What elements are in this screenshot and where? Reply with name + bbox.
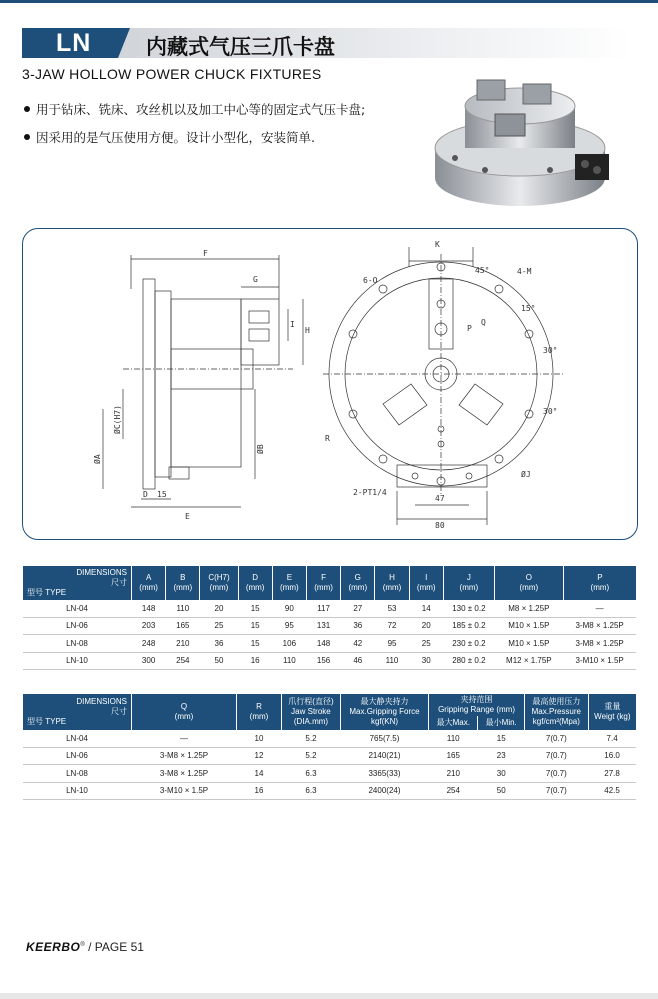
model-cell: LN-08 bbox=[23, 635, 132, 653]
feature-item: 用于钻床、铣床、攻丝机以及加工中心等的固定式气压卡盘; bbox=[22, 100, 365, 118]
table-cell: 156 bbox=[306, 652, 340, 670]
model-cell: LN-10 bbox=[23, 782, 132, 800]
type-header: DIMENSIONS 尺寸 型号 TYPE bbox=[23, 694, 132, 730]
series-code: LN bbox=[56, 29, 92, 57]
table-cell: 15 bbox=[238, 600, 272, 617]
dimensions-table bbox=[22, 566, 636, 670]
dim-b: ØB bbox=[256, 444, 265, 454]
table-cell: 15 bbox=[238, 617, 272, 635]
dim-c: ØC(H7) bbox=[113, 405, 122, 434]
col-i: I (mm) bbox=[409, 566, 443, 600]
col-o: O (mm) bbox=[494, 566, 563, 600]
angle-15: 15° bbox=[521, 304, 536, 313]
col-stroke: 爪行程(直径) Jaw Stroke (DIA.mm) bbox=[282, 694, 341, 730]
table-cell: — bbox=[563, 600, 636, 617]
col-c: C(H7) (mm) bbox=[200, 566, 238, 600]
dim-80: 80 bbox=[435, 521, 445, 530]
model-cell: LN-08 bbox=[23, 765, 132, 783]
table-cell: 25 bbox=[200, 617, 238, 635]
table-cell: 110 bbox=[166, 600, 200, 617]
table-cell: 300 bbox=[132, 652, 166, 670]
col-a: A (mm) bbox=[132, 566, 166, 600]
col-h: H (mm) bbox=[375, 566, 409, 600]
table-cell: 53 bbox=[375, 600, 409, 617]
table-cell: 3-M10 × 1.5P bbox=[132, 782, 237, 800]
table-cell: 14 bbox=[237, 765, 282, 783]
table-cell: 10 bbox=[237, 730, 282, 747]
trademark-mark: ® bbox=[80, 942, 85, 948]
table-row bbox=[23, 617, 637, 635]
table-cell: 5.2 bbox=[282, 747, 341, 765]
col-range: 夹持范围 Gripping Range (mm) bbox=[429, 694, 525, 716]
table-cell: 110 bbox=[375, 652, 409, 670]
table-cell: 2400(24) bbox=[340, 782, 428, 800]
col-r: R (mm) bbox=[237, 694, 282, 730]
table-cell: 110 bbox=[429, 730, 478, 747]
table-cell: 36 bbox=[200, 635, 238, 653]
table-cell: 95 bbox=[272, 617, 306, 635]
col-force: 最大静夹持力 Max.Gripping Force kgf(KN) bbox=[340, 694, 428, 730]
feature-list bbox=[22, 100, 365, 156]
table-cell: 46 bbox=[341, 652, 375, 670]
side-view bbox=[103, 255, 303, 507]
table-cell: 110 bbox=[272, 652, 306, 670]
table-cell: 248 bbox=[132, 635, 166, 653]
col-range-max: 最大Max. bbox=[429, 716, 478, 730]
table-cell: 3-M8 × 1.25P bbox=[563, 617, 636, 635]
table-cell: — bbox=[132, 730, 237, 747]
dim-j: ØJ bbox=[521, 470, 531, 479]
dim-47: 47 bbox=[435, 494, 445, 503]
table-row bbox=[23, 652, 637, 670]
table-cell: 15 bbox=[478, 730, 525, 747]
table-row bbox=[23, 635, 637, 653]
table-cell: 2140(21) bbox=[340, 747, 428, 765]
dim-p: P bbox=[467, 324, 472, 333]
model-cell: LN-10 bbox=[23, 652, 132, 670]
dim-q: Q bbox=[481, 318, 486, 327]
angle-45: 45° bbox=[475, 266, 490, 275]
col-j: J (mm) bbox=[443, 566, 494, 600]
table-cell: 106 bbox=[272, 635, 306, 653]
dim-i: I bbox=[290, 320, 295, 329]
table-cell: 7(0.7) bbox=[525, 765, 589, 783]
table-cell: 27.8 bbox=[588, 765, 636, 783]
table-cell: 3-M10 × 1.5P bbox=[563, 652, 636, 670]
table-cell: 117 bbox=[306, 600, 340, 617]
dim-d: D bbox=[143, 490, 148, 499]
table-cell: 23 bbox=[478, 747, 525, 765]
dimensions-table-body bbox=[23, 600, 637, 670]
table-cell: 7(0.7) bbox=[525, 730, 589, 747]
angle-30-b: 30° bbox=[543, 407, 558, 416]
table-cell: 254 bbox=[166, 652, 200, 670]
table-cell: 3-M8 × 1.25P bbox=[132, 765, 237, 783]
table-cell: 20 bbox=[200, 600, 238, 617]
table-cell: 131 bbox=[306, 617, 340, 635]
table-row bbox=[23, 730, 637, 747]
page-title-cn: 内藏式气压三爪卡盘 bbox=[146, 35, 335, 59]
type-header: DIMENSIONS 尺寸 型号 TYPE bbox=[23, 566, 132, 600]
dim-4m: 4-M bbox=[517, 267, 532, 276]
col-q: Q (mm) bbox=[132, 694, 237, 730]
dim-g: G bbox=[253, 275, 258, 284]
model-cell: LN-04 bbox=[23, 600, 132, 617]
page-title-en: 3-JAW HOLLOW POWER CHUCK FIXTURES bbox=[22, 66, 322, 82]
col-b: B (mm) bbox=[166, 566, 200, 600]
table-cell: 16 bbox=[237, 782, 282, 800]
table-cell: 12 bbox=[237, 747, 282, 765]
front-view bbox=[323, 247, 563, 525]
feature-item: 因采用的是气压使用方便。设计小型化，安装简单. bbox=[22, 128, 365, 146]
table-row bbox=[23, 600, 637, 617]
table-cell: 16 bbox=[238, 652, 272, 670]
col-weight: 重量 Weigt (kg) bbox=[588, 694, 636, 730]
table-cell: 3365(33) bbox=[340, 765, 428, 783]
dim-15: 15 bbox=[157, 490, 167, 499]
table-cell: 6.3 bbox=[282, 782, 341, 800]
table-cell: 210 bbox=[166, 635, 200, 653]
table-cell: 50 bbox=[200, 652, 238, 670]
dim-k: K bbox=[435, 240, 440, 249]
table-cell: M10 × 1.5P bbox=[494, 617, 563, 635]
table-cell: 210 bbox=[429, 765, 478, 783]
table-cell: 230 ± 0.2 bbox=[443, 635, 494, 653]
table-cell: 148 bbox=[306, 635, 340, 653]
model-cell: LN-06 bbox=[23, 747, 132, 765]
table-cell: 15 bbox=[238, 635, 272, 653]
side-view-labels bbox=[92, 249, 310, 521]
table-cell: M10 × 1.5P bbox=[494, 635, 563, 653]
top-rule bbox=[0, 0, 658, 3]
table-cell: 765(7.5) bbox=[340, 730, 428, 747]
bottom-band bbox=[0, 993, 658, 999]
table-cell: 5.2 bbox=[282, 730, 341, 747]
table-cell: 16.0 bbox=[588, 747, 636, 765]
table-cell: 3-M8 × 1.25P bbox=[132, 747, 237, 765]
table-cell: 7.4 bbox=[588, 730, 636, 747]
table-cell: 42 bbox=[341, 635, 375, 653]
col-pressure: 最高使用压力 Max.Pressure kgf/cm²(Mpa) bbox=[525, 694, 589, 730]
table-row bbox=[23, 747, 637, 765]
table-cell: 130 ± 0.2 bbox=[443, 600, 494, 617]
angle-30-a: 30° bbox=[543, 346, 558, 355]
table-cell: 14 bbox=[409, 600, 443, 617]
col-e: E (mm) bbox=[272, 566, 306, 600]
table-cell: M8 × 1.25P bbox=[494, 600, 563, 617]
table-cell: 148 bbox=[132, 600, 166, 617]
dim-r: R bbox=[325, 434, 330, 443]
col-p: P (mm) bbox=[563, 566, 636, 600]
table-cell: 254 bbox=[429, 782, 478, 800]
dim-f: F bbox=[203, 249, 208, 258]
table-cell: 185 ± 0.2 bbox=[443, 617, 494, 635]
product-photo bbox=[425, 66, 625, 216]
table-row bbox=[23, 765, 637, 783]
table-cell: 72 bbox=[375, 617, 409, 635]
table-cell: 95 bbox=[375, 635, 409, 653]
series-code-badge bbox=[22, 28, 130, 58]
table-cell: 90 bbox=[272, 600, 306, 617]
brand-logo: KEERBO bbox=[26, 940, 81, 954]
page-footer bbox=[26, 940, 144, 954]
table-cell: 6.3 bbox=[282, 765, 341, 783]
col-f: F (mm) bbox=[306, 566, 340, 600]
table-cell: 7(0.7) bbox=[525, 782, 589, 800]
model-cell: LN-04 bbox=[23, 730, 132, 747]
model-cell: LN-06 bbox=[23, 617, 132, 635]
table-cell: 30 bbox=[478, 765, 525, 783]
table-cell: 280 ± 0.2 bbox=[443, 652, 494, 670]
page-number: / PAGE 51 bbox=[88, 940, 144, 954]
performance-table-body bbox=[23, 730, 637, 800]
table-row bbox=[23, 782, 637, 800]
table-cell: 203 bbox=[132, 617, 166, 635]
dim-h: H bbox=[305, 326, 310, 335]
bullet-icon bbox=[24, 134, 30, 140]
table-cell: 165 bbox=[429, 747, 478, 765]
table-cell: 30 bbox=[409, 652, 443, 670]
table-cell: 7(0.7) bbox=[525, 747, 589, 765]
dim-pt: 2-PT1/4 bbox=[353, 488, 387, 497]
dim-6o: 6-O bbox=[363, 276, 378, 285]
table-cell: 50 bbox=[478, 782, 525, 800]
table-cell: M12 × 1.75P bbox=[494, 652, 563, 670]
table-cell: 42.5 bbox=[588, 782, 636, 800]
table-cell: 25 bbox=[409, 635, 443, 653]
col-d: D (mm) bbox=[238, 566, 272, 600]
col-range-min: 最小Min. bbox=[478, 716, 525, 730]
table-cell: 27 bbox=[341, 600, 375, 617]
technical-drawing bbox=[22, 228, 638, 540]
performance-table bbox=[22, 694, 636, 800]
table-cell: 36 bbox=[341, 617, 375, 635]
table-cell: 3-M8 × 1.25P bbox=[563, 635, 636, 653]
bullet-icon bbox=[24, 106, 30, 112]
table-cell: 165 bbox=[166, 617, 200, 635]
col-g: G (mm) bbox=[341, 566, 375, 600]
dim-a: ØA bbox=[93, 454, 102, 464]
dim-e: E bbox=[185, 512, 190, 521]
table-cell: 20 bbox=[409, 617, 443, 635]
